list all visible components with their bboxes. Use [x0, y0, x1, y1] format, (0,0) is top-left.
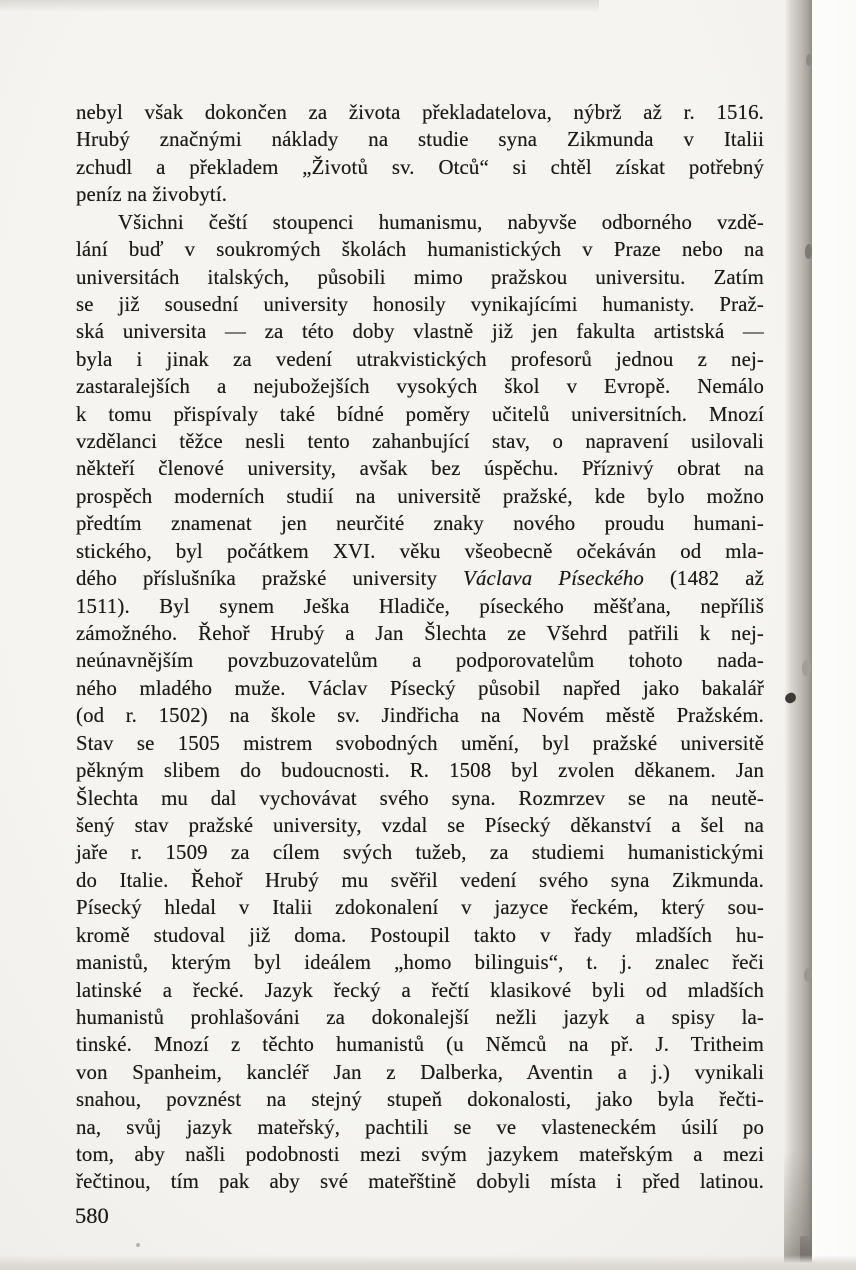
text-line: jaře r. 1509 za cílem svých tužeb, za studiemi humanistickými	[76, 841, 764, 865]
text-line: zastaralejších a nejubožejších vysokých škol v Evropě. Nemálo	[76, 375, 764, 399]
page-edge-shadow	[784, 0, 812, 1270]
text-line: řečtinou, tím pak aby své mateřštině dobyli místa i před latinou.	[76, 1170, 764, 1194]
text-line: Všichni čeští stoupenci humanismu, nabyvše odborného vzdě-	[118, 210, 764, 234]
text-line: šený stav pražské university, vzdal se Písecký děkanství a šel na	[76, 813, 764, 837]
text-line: stického, byl počátkem XVI. věku všeobecně očekáván od mla-	[76, 539, 764, 563]
text-line: zámožného. Řehoř Hrubý a Jan Šlechta ze Všehrd patřili k nej-	[76, 622, 764, 646]
text-line: předtím znamenat jen neurčité znaky nového proudu humani-	[76, 512, 764, 536]
text-line: humanistů prohlašováni za dokonalejší nežli jazyk a spisy la-	[76, 1005, 764, 1029]
text-line: někteří členové university, avšak bez úspěchu. Příznivý obrat na	[76, 457, 764, 481]
text-line: se již sousední university honosily vynikajícími humanisty. Praž-	[76, 292, 764, 316]
text-line: byla i jinak za vedení utrakvistických profesorů jednou z nej-	[76, 347, 764, 371]
scan-speck	[802, 660, 811, 676]
text-line: k tomu přispívaly také bídné poměry učitelů universitních. Mnozí	[76, 402, 764, 426]
scanner-background	[812, 0, 856, 1270]
text-line: Hrubý značnými náklady na studie syna Zikmunda v Italii	[76, 128, 764, 152]
text-line: ného mladého muže. Václav Písecký působil napřed jako bakalář	[76, 676, 764, 700]
scan-speck	[136, 1243, 140, 1247]
text-line: latinské a řecké. Jazyk řecký a řečtí klasikové byli od mladších	[76, 978, 764, 1002]
text-line: vzdělanci těžce nesli tento zahanbující stav, o napravení usilovali	[76, 430, 764, 454]
text-line: manistů, kterým byl ideálem „homo bilinguis“, t. j. znalec řeči	[76, 951, 764, 975]
paragraph	[76, 99, 764, 209]
text-line: lání buď v soukromých školách humanistických v Praze nebo na	[76, 238, 764, 262]
page-number: 580	[75, 1203, 109, 1228]
text-line: do Italie. Řehoř Hrubý mu svěřil vedení svého syna Zikmunda.	[76, 868, 764, 892]
text-line: na, svůj jazyk mateřský, pachtili se ve vlasteneckém úsilí po	[76, 1115, 764, 1139]
text-line: pěkným slibem do budoucnosti. R. 1508 byl zvolen děkanem. Jan	[76, 759, 764, 783]
text-line: neúnavnějším povzbuzovatelům a podporovatelům tohoto nada-	[76, 649, 764, 673]
text-line: tom, aby našli podobnosti mezi svým jazykem mateřským a mezi	[76, 1143, 764, 1167]
scan-speck	[804, 968, 812, 982]
text-line: 1511). Byl synem Ješka Hladiče, píseckého měšťana, nepříliš	[76, 594, 764, 618]
text-line: ská universita — za této doby vlastně již jen fakulta artistská —	[76, 320, 764, 344]
text-line: snahou, povznést na stejný stupeň dokonalosti, jako byla řečti-	[76, 1088, 764, 1112]
text-line: kromě studoval již doma. Postoupil takto v řady mladších hu-	[76, 923, 764, 947]
text-line: Šlechta mu dal vychovávat svého syna. Rozmrzev se na neutě-	[76, 786, 764, 810]
text-line: Písecký hledal v Italii zdokonalení v jazyce řeckém, který sou-	[76, 896, 764, 920]
paragraph	[76, 209, 764, 1196]
text-line: peníz na živobytí.	[76, 183, 228, 207]
text-line: von Spanheim, kancléř Jan z Dalberka, Aventin a j.) vynikali	[76, 1060, 764, 1084]
text-block	[76, 99, 764, 1196]
text-line: zchudl a překladem „Životů sv. Otců“ si chtěl získat potřebný	[76, 155, 764, 179]
text-line: prospěch moderních studií na universitě pražské, kde bylo možno	[76, 484, 764, 508]
scan-speck	[805, 244, 812, 259]
scan-bottom-edge	[0, 1255, 856, 1270]
scan-top-shade	[0, 0, 599, 12]
scan-speck	[806, 54, 812, 66]
text-line: tinské. Mnozí z těchto humanistů (u Němců na př. J. Tritheim	[76, 1033, 764, 1057]
text-line: nebyl však dokončen za života překladatelova, nýbrž až r. 1516.	[76, 101, 764, 124]
text-line: universitách italských, působili mimo pražskou universitu. Zatím	[76, 265, 764, 289]
text-line: dého příslušníka pražské university Václava Píseckého (1482 až	[76, 567, 764, 591]
italic-person-name: Václava Píseckého	[463, 567, 644, 591]
text-line: (od r. 1502) na škole sv. Jindřicha na Novém městě Pražském.	[76, 704, 764, 728]
text-line: Stav se 1505 mistrem svobodných umění, byl pražské universitě	[76, 731, 764, 755]
